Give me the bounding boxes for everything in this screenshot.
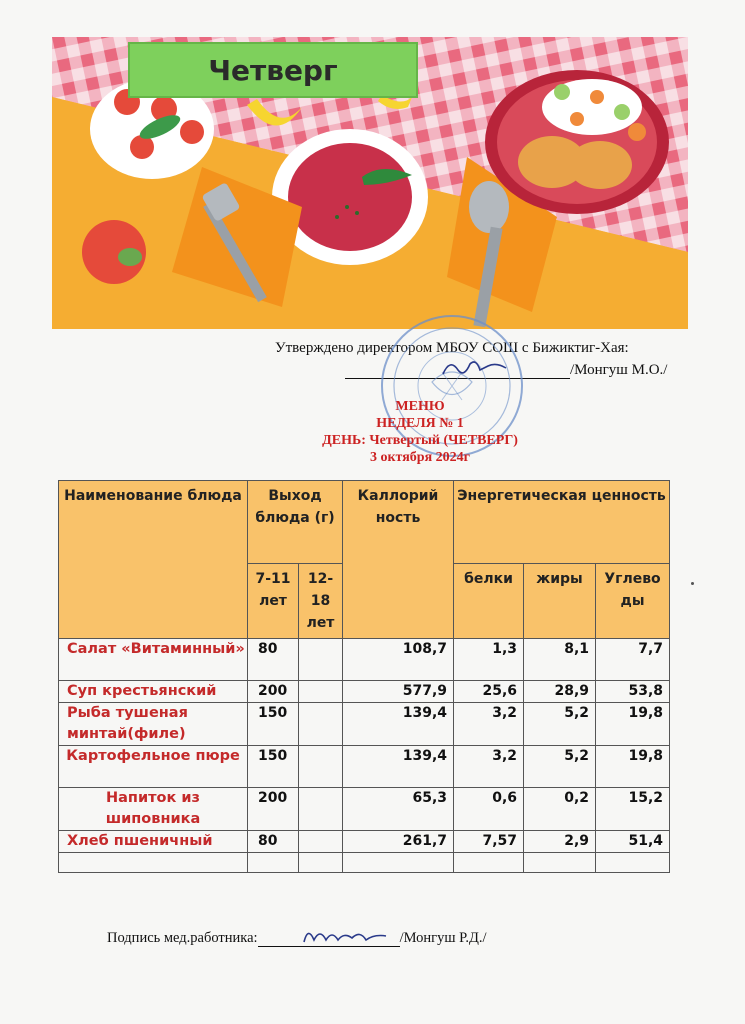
empty-cell — [59, 853, 248, 873]
menu-heading — [240, 398, 600, 466]
table-row — [59, 831, 670, 853]
carbs: 19,8 — [596, 746, 670, 788]
fats: 5,2 — [524, 746, 596, 788]
empty-cell — [454, 853, 524, 873]
proteins: 25,6 — [454, 681, 524, 703]
carbs: 53,8 — [596, 681, 670, 703]
output-12-18 — [299, 788, 343, 831]
output-7-11: 200 — [248, 788, 299, 831]
dish-name: Суп крестьянский — [59, 681, 248, 703]
output-12-18 — [299, 639, 343, 681]
header-carbs: Углево ды — [596, 564, 670, 639]
header-fats: жиры — [524, 564, 596, 639]
empty-cell — [524, 853, 596, 873]
proteins: 3,2 — [454, 703, 524, 746]
menu-table — [58, 480, 670, 873]
output-12-18 — [299, 746, 343, 788]
dish-name: Хлеб пшеничный — [59, 831, 248, 853]
fats: 0,2 — [524, 788, 596, 831]
dish-name: Картофельное пюре — [59, 746, 248, 788]
approval-text: Утверждено директором МБОУ СОШ с Бижиктиг-Хая: — [275, 340, 629, 356]
dish-name: Салат «Витаминный» — [59, 639, 248, 681]
menu-day: ДЕНЬ: Четвертый (ЧЕТВЕРГ) — [322, 433, 518, 448]
output-7-11: 150 — [248, 703, 299, 746]
empty-cell — [299, 853, 343, 873]
fats: 5,2 — [524, 703, 596, 746]
output-7-11: 80 — [248, 639, 299, 681]
proteins: 7,57 — [454, 831, 524, 853]
medic-label: Подпись мед.работника: — [107, 930, 258, 946]
director-signature — [440, 356, 510, 380]
empty-row — [59, 853, 670, 873]
day-title: Четверг — [128, 42, 418, 98]
table-row — [59, 788, 670, 831]
table-row — [59, 703, 670, 746]
calories: 139,4 — [343, 703, 454, 746]
header-age-7-11: 7-11 лет — [248, 564, 299, 639]
medic-signature-line — [107, 930, 487, 947]
dish-name: Рыба тушеная минтай(филе) — [59, 703, 248, 746]
calories: 139,4 — [343, 746, 454, 788]
output-7-11: 150 — [248, 746, 299, 788]
calories: 65,3 — [343, 788, 454, 831]
medic-signature — [300, 922, 390, 948]
fats: 8,1 — [524, 639, 596, 681]
header-age-12-18: 12-18 лет — [299, 564, 343, 639]
table-row — [59, 746, 670, 788]
carbs: 15,2 — [596, 788, 670, 831]
header-output: Выход блюда (г) — [248, 481, 343, 564]
menu-title: МЕНЮ — [395, 399, 445, 414]
output-7-11: 80 — [248, 831, 299, 853]
empty-cell — [248, 853, 299, 873]
scan-speck — [691, 582, 694, 585]
output-7-11: 200 — [248, 681, 299, 703]
header-proteins: белки — [454, 564, 524, 639]
director-name: /Монгуш М.О./ — [570, 362, 668, 378]
calories: 108,7 — [343, 639, 454, 681]
header-energy: Энергетическая ценность — [454, 481, 670, 564]
carbs: 19,8 — [596, 703, 670, 746]
header-name: Наименование блюда — [59, 481, 248, 639]
output-12-18 — [299, 681, 343, 703]
proteins: 3,2 — [454, 746, 524, 788]
menu-date: 3 октября 2024г — [369, 450, 471, 465]
empty-cell — [343, 853, 454, 873]
dish-name: Напиток из шиповника — [59, 788, 248, 831]
proteins: 0,6 — [454, 788, 524, 831]
calories: 577,9 — [343, 681, 454, 703]
menu-week: НЕДЕЛЯ № 1 — [376, 416, 464, 431]
table-row — [59, 639, 670, 681]
fats: 2,9 — [524, 831, 596, 853]
table-row — [59, 681, 670, 703]
calories: 261,7 — [343, 831, 454, 853]
fats: 28,9 — [524, 681, 596, 703]
output-12-18 — [299, 703, 343, 746]
empty-cell — [596, 853, 670, 873]
medic-name: /Монгуш Р.Д./ — [399, 930, 487, 946]
header-calories: Каллорий ность — [343, 481, 454, 639]
output-12-18 — [299, 831, 343, 853]
proteins: 1,3 — [454, 639, 524, 681]
carbs: 7,7 — [596, 639, 670, 681]
carbs: 51,4 — [596, 831, 670, 853]
